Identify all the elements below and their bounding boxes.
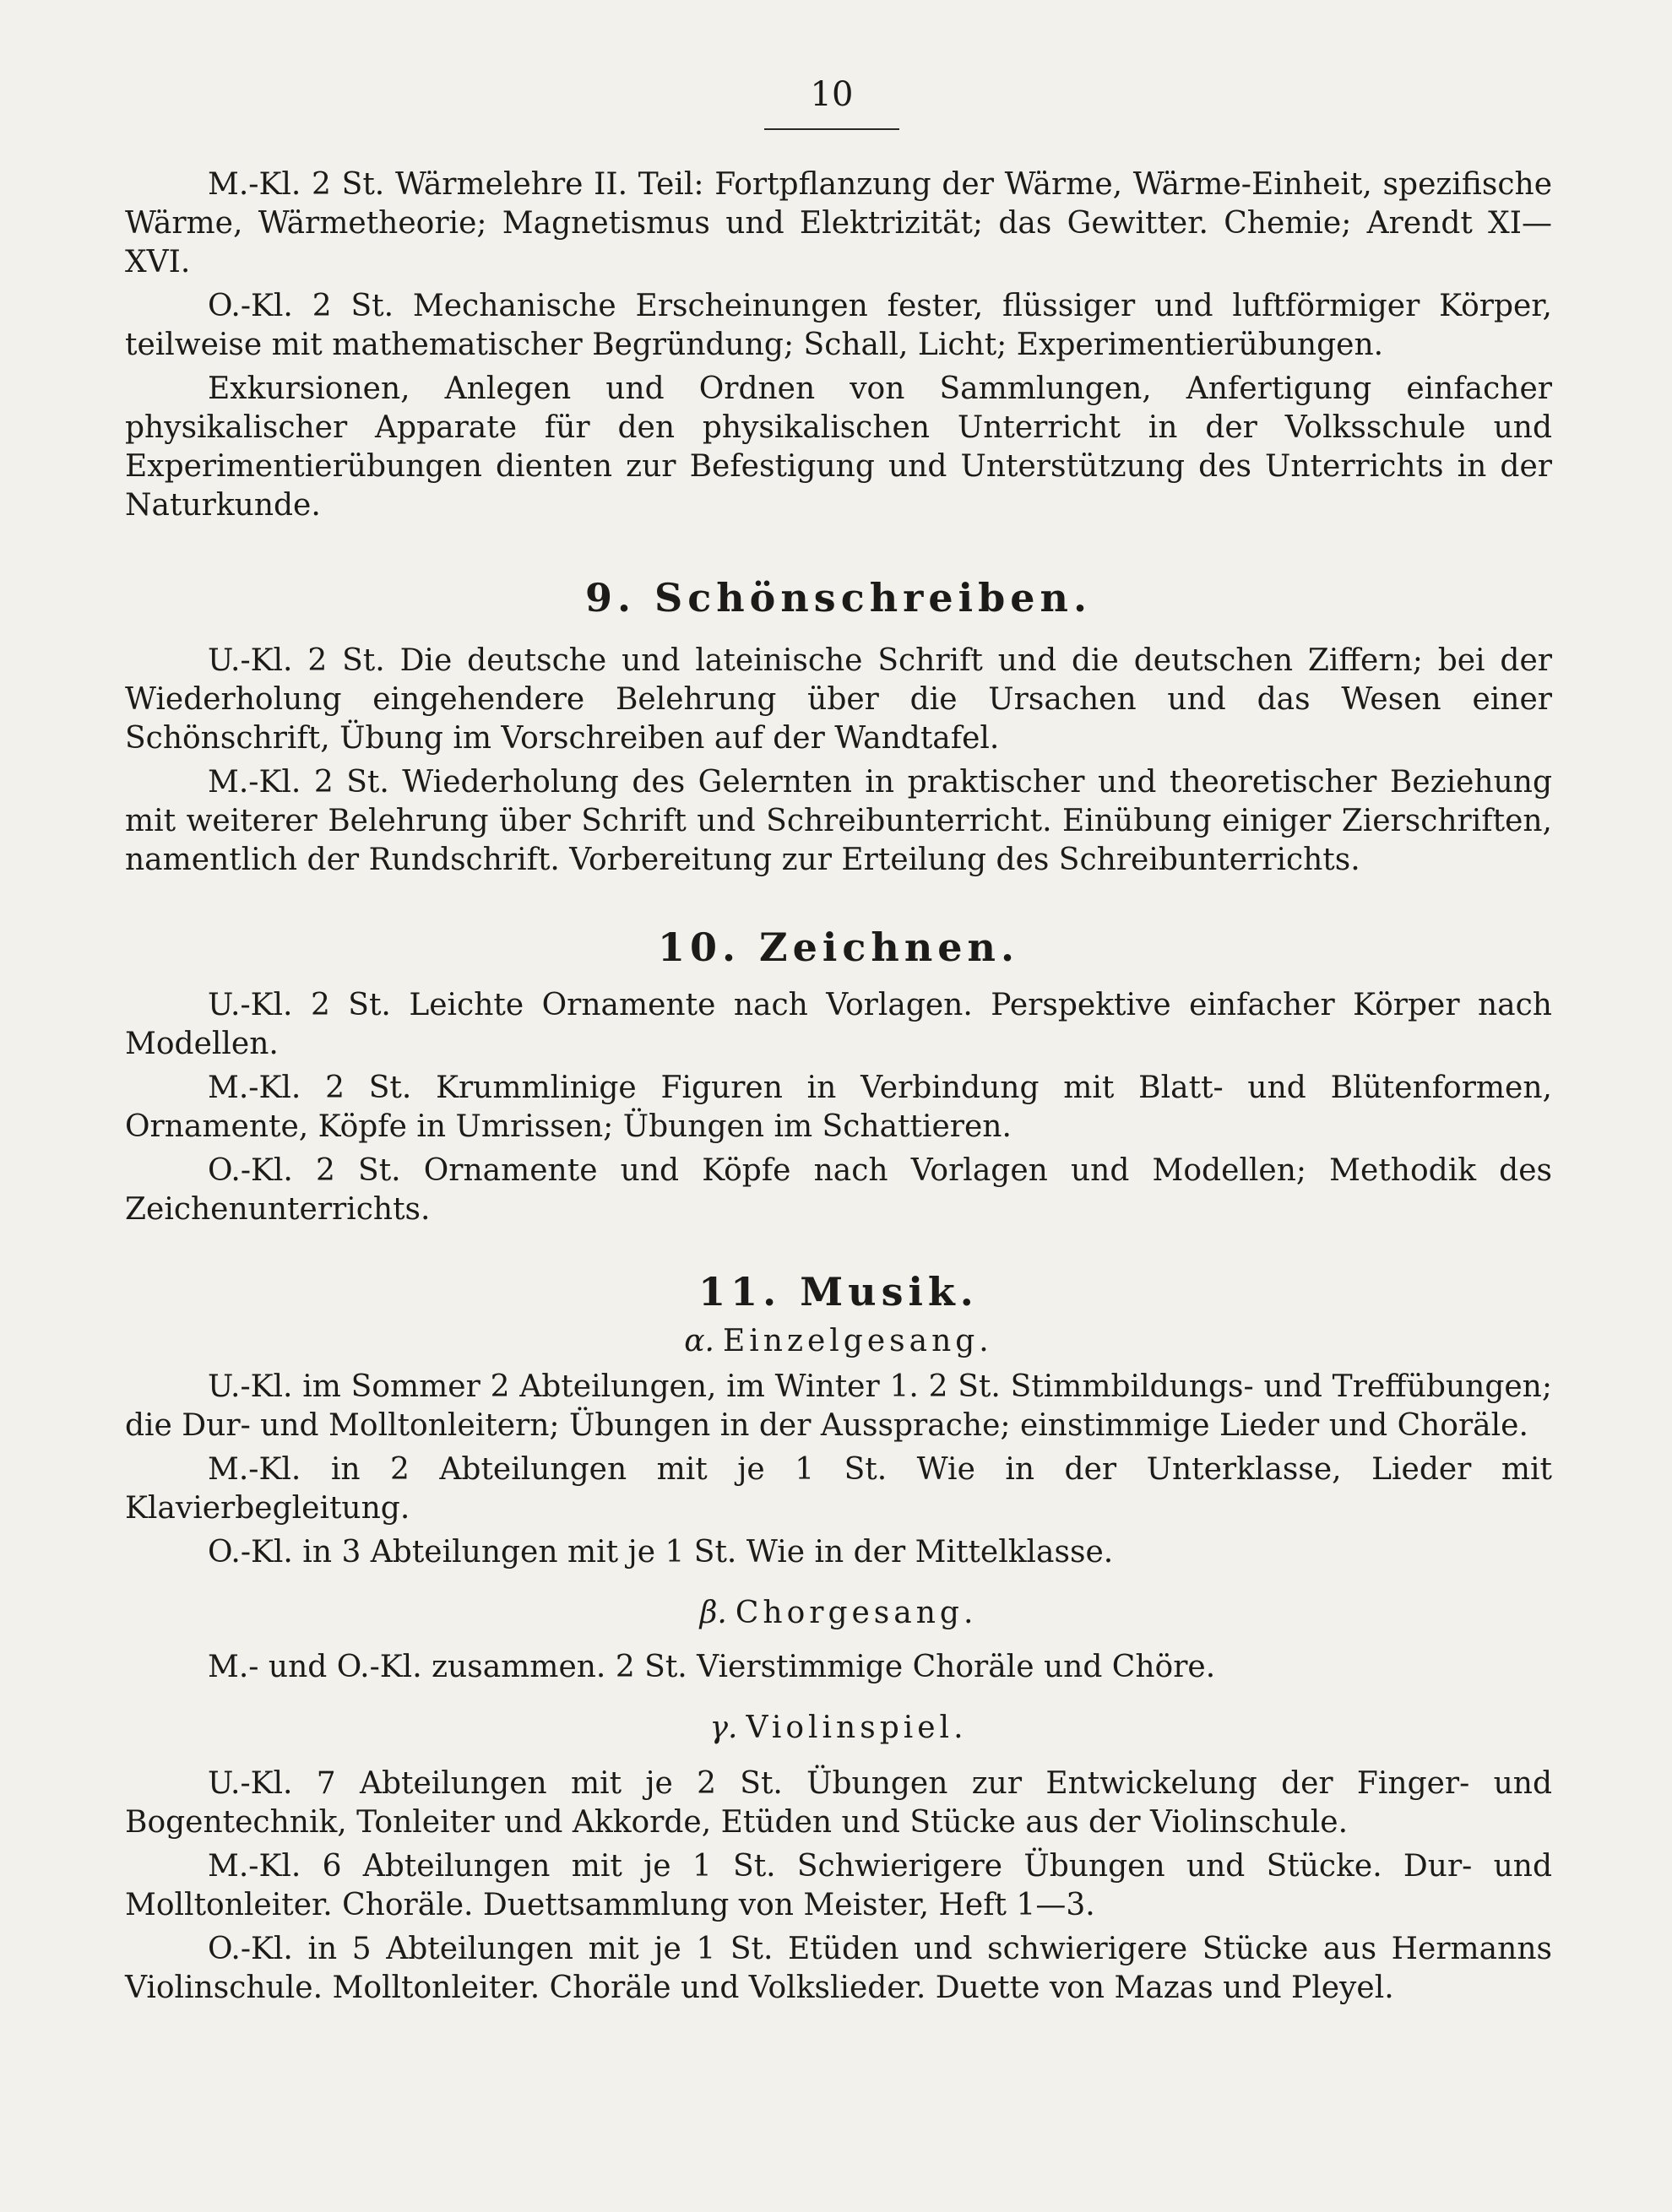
paragraph: U.-Kl. 2 St. Leichte Ornamente nach Vorlagen. Perspektive einfacher Körper nach Modellen. bbox=[125, 988, 1552, 1061]
paragraph: Exkursionen, Anlegen und Ordnen von Sammlungen, Anfertigung einfacher physikalischer Apparate für den physikalischen Unterricht in der Volksschule und Experimentierübungen dienten zur Befestigung und Unterstützung des Unterrichts in der Naturkunde. bbox=[125, 371, 1552, 523]
subsection-letter: γ. bbox=[709, 1711, 738, 1745]
paragraph: M.-Kl. 2 St. Krummlinige Figuren in Verbindung mit Blatt- und Blütenformen, Ornamente, Köpfe in Umrissen; Übungen im Schattieren. bbox=[125, 1071, 1552, 1144]
body-text bbox=[125, 165, 1552, 2008]
paragraph: O.-Kl. in 5 Abteilungen mit je 1 St. Etüden und schwierigere Stücke aus Hermanns Violinschule. Molltonleiter. Choräle und Volkslieder. Duette von Mazas und Pleyel. bbox=[125, 1932, 1552, 2005]
section-heading-schoenschreiben: 9. Schönschreiben. bbox=[584, 575, 1093, 621]
paragraph: U.-Kl. 2 St. Die deutsche und lateinische Schrift und die deutschen Ziffern; bei der Wiederholung eingehendere Belehrung über die Ursachen und das Wesen einer Schönschrift, Übung im Vorschreiben auf der Wandtafel. bbox=[125, 643, 1552, 756]
paragraph: M.-Kl. 2 St. Wiederholung des Gelernten in praktischer und theoretischer Beziehung mit weiterer Belehrung über Schrift und Schreibunterricht. Einübung einiger Zierschriften, namentlich der Rundschrift. Vorbereitung zur Erteilung des Schreibunterrichts. bbox=[125, 765, 1552, 877]
page-number-rule bbox=[764, 128, 899, 130]
paragraph: U.-Kl. 7 Abteilungen mit je 2 St. Übungen zur Entwickelung der Finger- und Bogentechnik, Tonleiter und Akkorde, Etüden und Stücke aus der Violinschule. bbox=[125, 1766, 1552, 1840]
paragraph: U.-Kl. im Sommer 2 Abteilungen, im Winter 1. 2 St. Stimmbildungs- und Treffübungen; die Dur- und Molltonleitern; Übungen in der Aussprache; einstimmige Lieder und Choräle. bbox=[125, 1369, 1552, 1443]
subsection-heading-chorgesang bbox=[125, 1594, 1552, 1633]
paragraph: O.-Kl. 2 St. Mechanische Erscheinungen fester, flüssiger und luftförmiger Körper, teilweise mit mathematischer Begründung; Schall, Licht; Experimentierübungen. bbox=[125, 289, 1552, 362]
subsection-title: Chorgesang. bbox=[735, 1596, 978, 1630]
subsection-letter: α. bbox=[684, 1324, 715, 1358]
subsection-letter: β. bbox=[699, 1596, 727, 1630]
paragraph: M.- und O.-Kl. zusammen. 2 St. Vierstimmige Choräle und Chöre. bbox=[208, 1650, 1216, 1684]
page-number: 10 bbox=[810, 75, 854, 114]
subsection-heading-einzelgesang bbox=[125, 1322, 1552, 1361]
paragraph: O.-Kl. in 3 Abteilungen mit je 1 St. Wie in der Mittelklasse. bbox=[208, 1535, 1114, 1570]
paragraph: M.-Kl. in 2 Abteilungen mit je 1 St. Wie in der Unterklasse, Lieder mit Klavierbegleitung. bbox=[125, 1452, 1552, 1526]
section-heading-musik: 11. Musik. bbox=[698, 1269, 979, 1315]
paragraph: M.-Kl. 2 St. Wärmelehre II. Teil: Fortpflanzung der Wärme, Wärme-Einheit, spezifische Wärme, Wärmetheorie; Magnetismus und Elektrizität; das Gewitter. Chemie; Arendt XI—XVI. bbox=[125, 167, 1552, 279]
subsection-heading-violinspiel bbox=[125, 1709, 1552, 1748]
subsection-title: Violinspiel. bbox=[746, 1711, 968, 1745]
subsection-title: Einzelgesang. bbox=[723, 1324, 993, 1358]
paragraph: M.-Kl. 6 Abteilungen mit je 1 St. Schwierigere Übungen und Stücke. Dur- und Molltonleiter. Choräle. Duettsammlung von Meister, Heft 1—3. bbox=[125, 1849, 1552, 1922]
section-heading-zeichnen: 10. Zeichnen. bbox=[658, 924, 1019, 970]
paragraph: O.-Kl. 2 St. Ornamente und Köpfe nach Vorlagen und Modellen; Methodik des Zeichenunterrichts. bbox=[125, 1153, 1552, 1227]
